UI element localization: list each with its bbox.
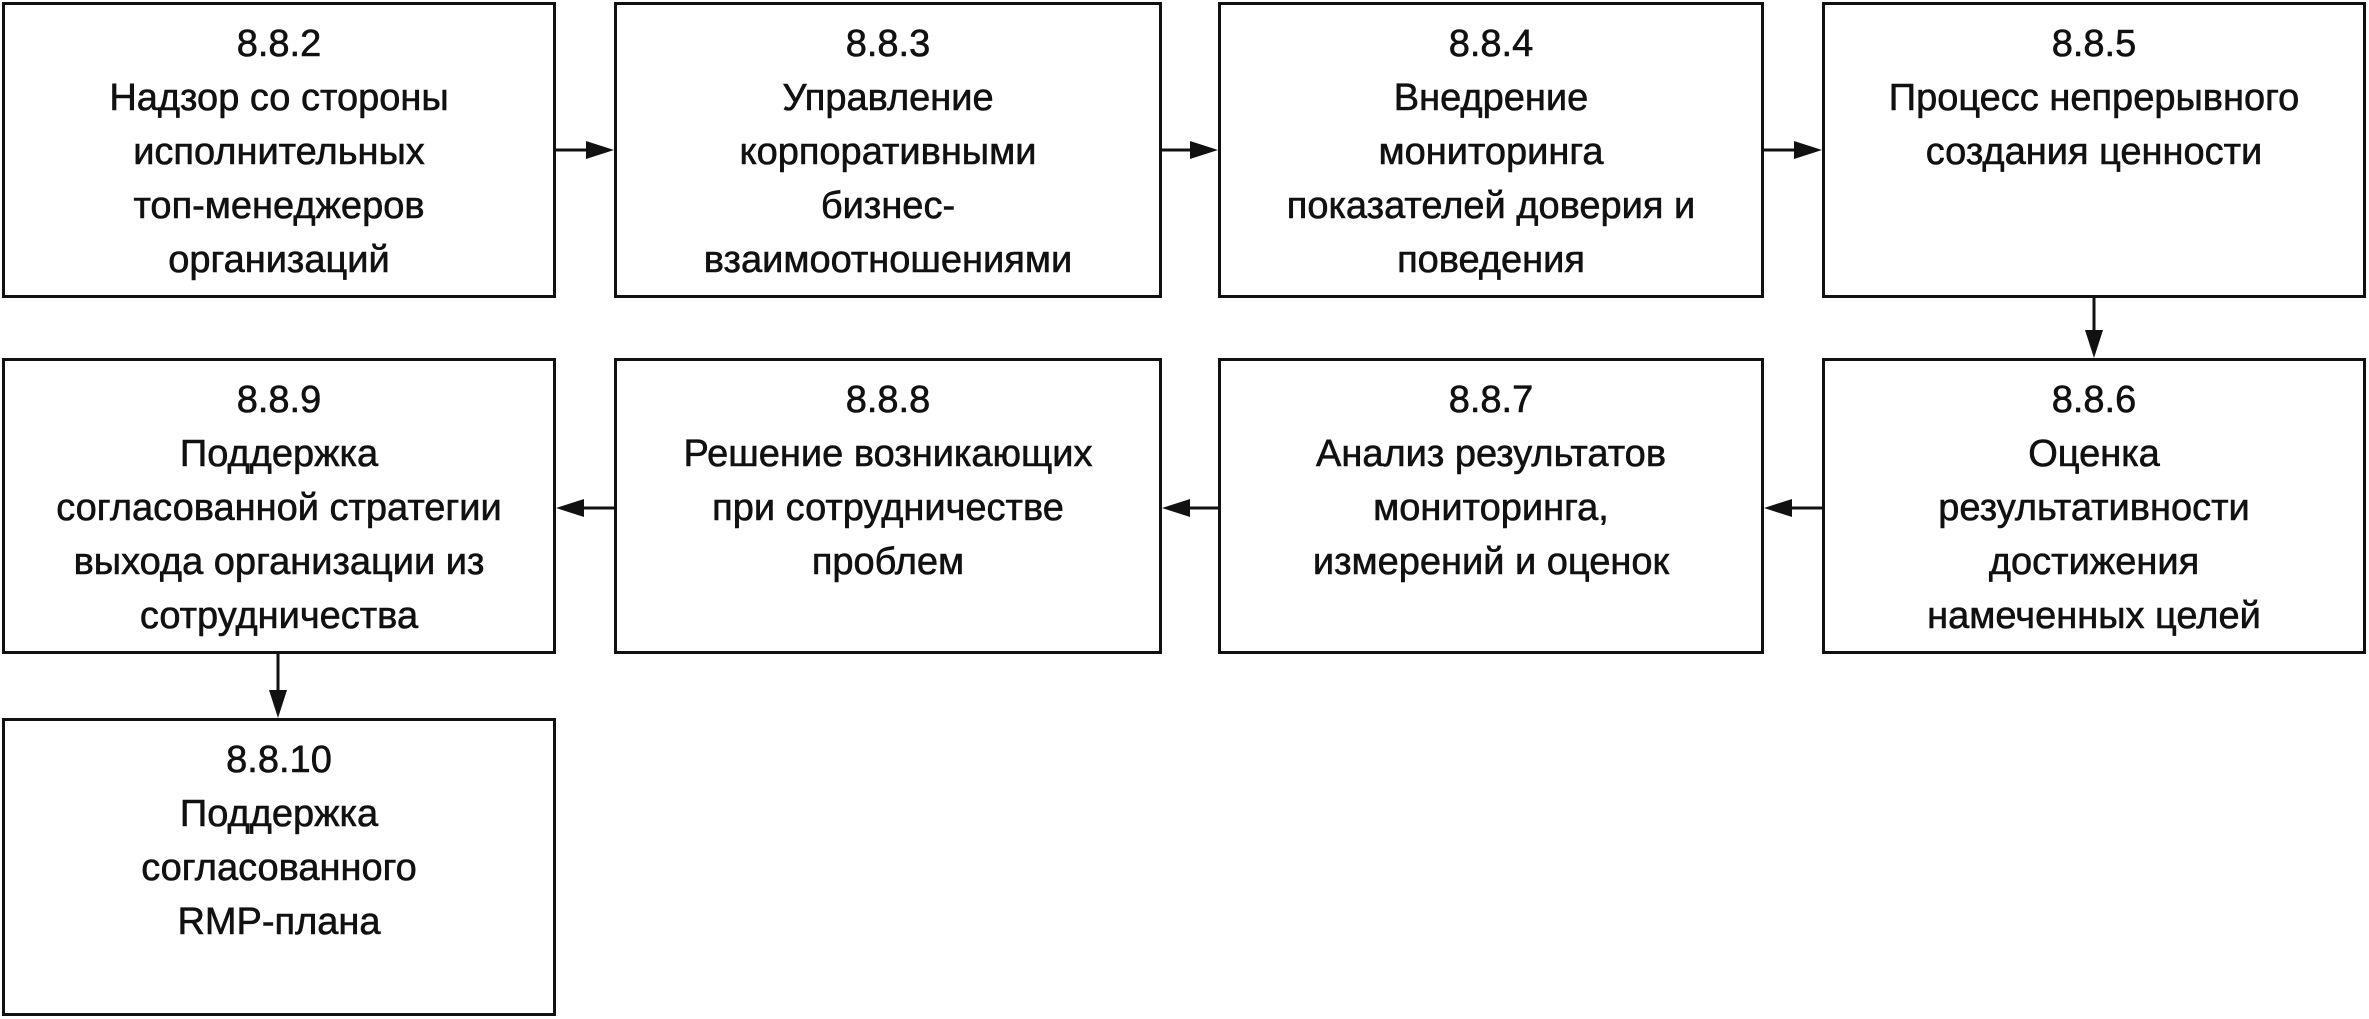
step-label: Анализ результатов мониторинга, измерений и оценок <box>1312 433 1670 583</box>
arrow-887-to-888 <box>1162 499 1218 517</box>
step-number: 8.8.10 <box>226 739 332 781</box>
arrow-884-to-885 <box>1764 141 1822 159</box>
step-label: Решение возникающих при сотрудничестве проблем <box>683 433 1093 583</box>
step-label: Надзор со стороны исполнительных топ-менеджеров организаций <box>109 77 449 281</box>
arrow-888-to-889 <box>556 499 614 517</box>
step-label: Поддержка согласованного RMP-плана <box>141 793 417 943</box>
step-number: 8.8.2 <box>236 23 322 65</box>
arrow-889-to-8810 <box>269 654 287 718</box>
step-label: Поддержка согласованной стратегии выхода организации из сотрудничества <box>56 433 502 637</box>
step-number: 8.8.7 <box>1448 379 1534 421</box>
step-8-8-9-box <box>2 358 556 654</box>
step-8-8-8-box <box>614 358 1162 654</box>
step-number: 8.8.4 <box>1448 23 1534 65</box>
step-number: 8.8.5 <box>2051 23 2137 65</box>
step-8-8-7-box <box>1218 358 1764 654</box>
step-8-8-3-box <box>614 2 1162 298</box>
step-8-8-6-box <box>1822 358 2366 654</box>
arrow-886-to-887 <box>1764 499 1822 517</box>
step-8-8-4-box <box>1218 2 1764 298</box>
step-label: Управление корпоративными бизнес- взаимоотношениями <box>703 77 1073 281</box>
arrow-885-to-886 <box>2085 298 2103 358</box>
arrow-882-to-883 <box>556 141 614 159</box>
step-8-8-2-box <box>2 2 556 298</box>
step-8-8-10-box <box>2 718 556 1016</box>
step-8-8-5-box <box>1822 2 2366 298</box>
step-label: Внедрение мониторинга показателей доверия и поведения <box>1286 77 1696 281</box>
step-number: 8.8.3 <box>845 23 931 65</box>
step-number: 8.8.9 <box>236 379 322 421</box>
arrow-883-to-884 <box>1162 141 1218 159</box>
step-number: 8.8.8 <box>845 379 931 421</box>
step-label: Процесс непрерывного создания ценности <box>1888 77 2300 173</box>
step-label: Оценка результативности достижения намеченных целей <box>1927 433 2261 637</box>
step-number: 8.8.6 <box>2051 379 2137 421</box>
